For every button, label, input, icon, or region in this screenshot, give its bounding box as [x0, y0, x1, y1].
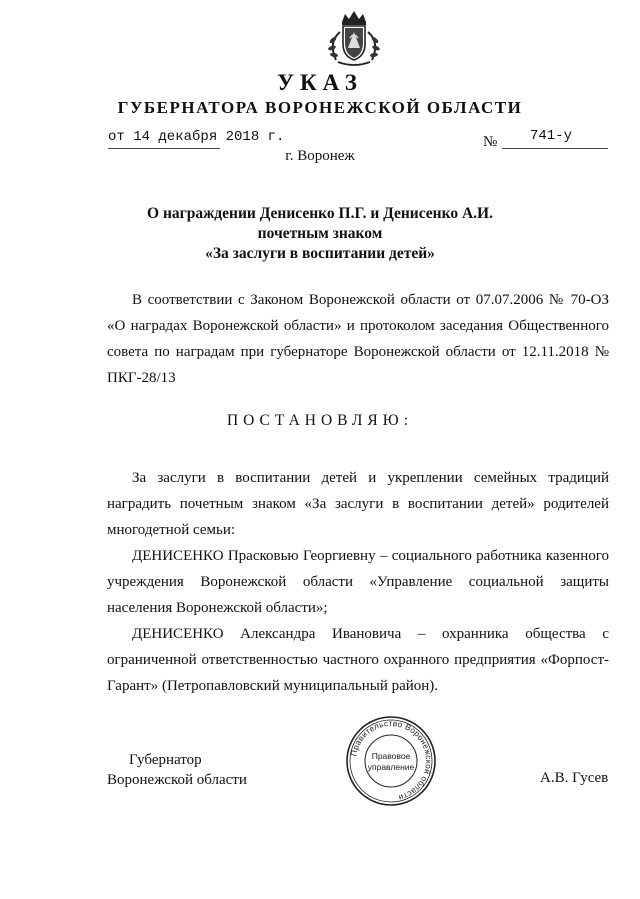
- decree-title: УКАЗ: [277, 70, 363, 95]
- document-title-line-1: О награждении Денисенко П.Г. и Денисенко А.И.: [147, 205, 493, 222]
- award-paragraph: За заслуги в воспитании детей и укреплении семейных традиций наградить почетным знаком «За заслуги в воспитании детей» родителей многодетной семьи:: [107, 470, 609, 538]
- recipient-paragraph-1: ДЕНИСЕНКО Прасковью Георгиевну – социального работника казенного учреждения Воронежской области «Управление социальной защиты населения Воронежской области»;: [107, 548, 609, 616]
- signatory-title-line-1: Губернатор: [129, 752, 202, 768]
- number-label: №: [483, 134, 498, 150]
- recipient-paragraph-2: ДЕНИСЕНКО Александра Ивановича – охранника общества с ограниченной ответственностью частного охранного предприятия «Форпост-Гарант» (Петропавловский муниципальный район).: [107, 626, 609, 694]
- city: г. Воронеж: [285, 148, 355, 164]
- stamp-center-line-1: Правовое: [371, 751, 411, 761]
- decree-date: от 14 декабря 2018 г.: [108, 129, 285, 145]
- stamp-center-line-2: управление: [367, 762, 415, 772]
- document-title: [0, 204, 640, 264]
- signatory-title: [107, 750, 247, 790]
- signatory-name: А.В. Гусев: [540, 770, 609, 786]
- intro-paragraph: В соответствии с Законом Воронежской области от 07.07.2006 № 70-ОЗ «О наградах Воронежской области» и протоколом заседания Общественного совета по наградам при губернаторе Воронежской области от 12.11.2018 № ПКГ-28/13: [107, 292, 609, 386]
- decree-heading: ПОСТАНОВЛЯЮ:: [226, 412, 414, 429]
- official-stamp: [345, 715, 437, 807]
- signatory-title-line-2: Воронежской области: [107, 772, 247, 788]
- document-title-line-2: почетным знаком: [257, 225, 383, 242]
- stamp-ring-text: Правительство Воронежской области: [349, 718, 434, 803]
- decree-number: 741-у: [530, 128, 573, 144]
- document-title-line-3: «За заслуги в воспитании детей»: [205, 245, 435, 262]
- decree-issuer: ГУБЕРНАТОРА ВОРОНЕЖСКОЙ ОБЛАСТИ: [117, 98, 523, 117]
- coat-of-arms-emblem: [318, 8, 390, 72]
